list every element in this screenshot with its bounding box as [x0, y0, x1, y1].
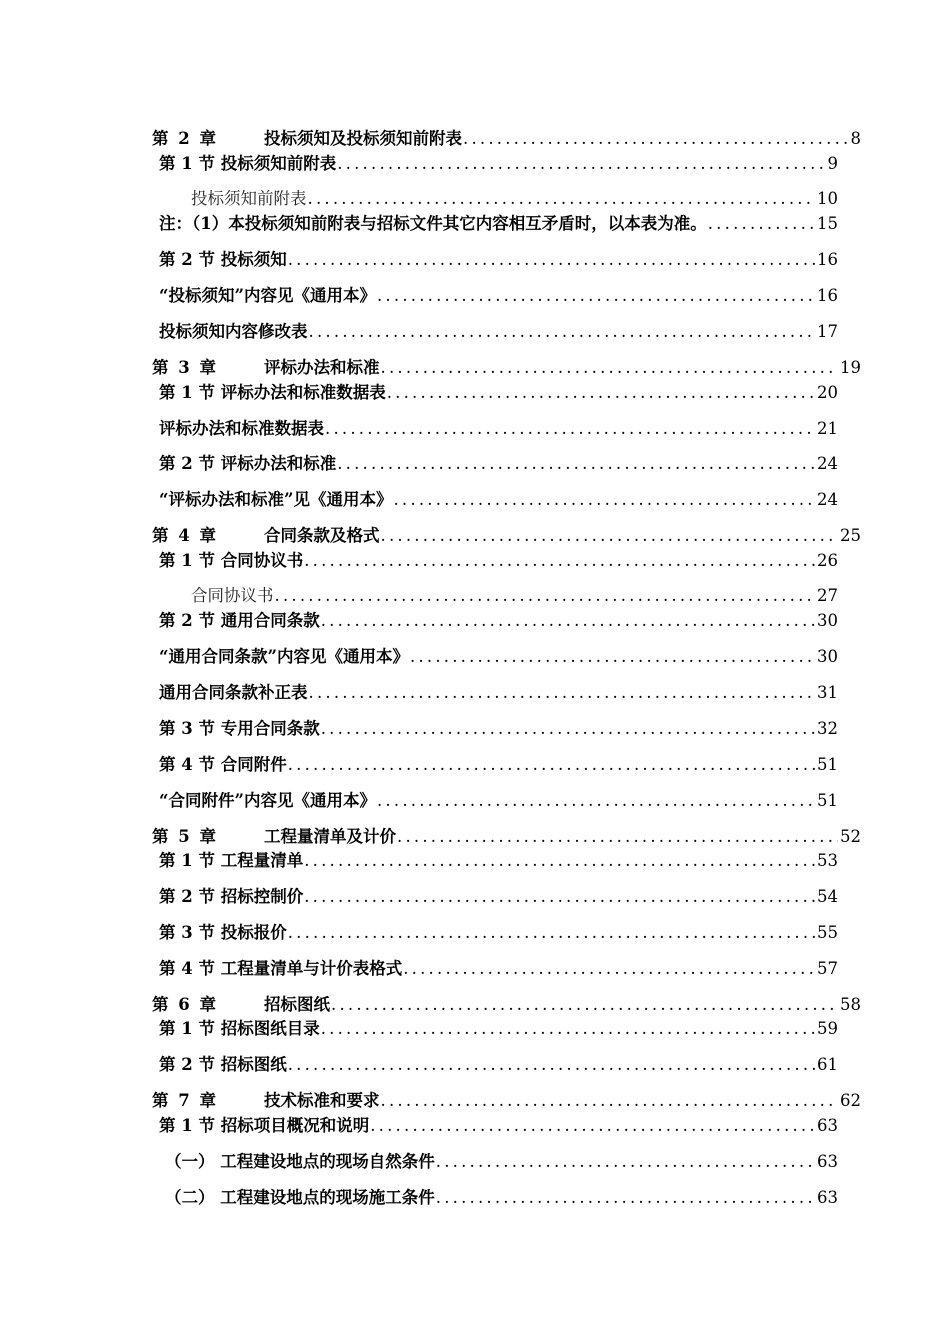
chapter-title: 工程量清单及计价 — [264, 827, 396, 846]
toc-chapter-entry — [152, 826, 861, 848]
toc-entry-title: 第 2 节 评标办法和标准 — [159, 454, 337, 473]
toc-entry-title — [152, 128, 462, 150]
toc-page-number: 53 — [817, 851, 838, 870]
toc-page-number: 30 — [817, 647, 838, 666]
toc-page-number: 25 — [840, 526, 861, 545]
toc-page-number: 51 — [817, 791, 838, 810]
dot-leader — [303, 850, 815, 872]
dot-leader — [336, 153, 825, 175]
toc-chapter-entry — [152, 994, 861, 1016]
chapter-label: 第 3 章 — [152, 358, 218, 377]
toc-page-number: 21 — [817, 419, 838, 438]
toc-entry — [191, 585, 838, 607]
toc-page-number: 30 — [817, 611, 838, 630]
dot-leader — [380, 1090, 839, 1112]
toc-entry-title: 投标须知内容修改表 — [159, 322, 308, 341]
toc-entry — [159, 958, 838, 980]
dot-leader — [307, 188, 816, 210]
toc-entry-title: 第 4 节 合同附件 — [159, 755, 287, 774]
toc-entry — [159, 922, 838, 944]
toc-entry-title — [152, 357, 380, 379]
dot-leader — [376, 790, 815, 812]
toc-page-number: 54 — [817, 887, 838, 906]
toc-page-number: 32 — [817, 719, 838, 738]
dot-leader — [330, 994, 838, 1016]
chapter-title: 技术标准和要求 — [264, 1091, 380, 1110]
toc-entry — [159, 886, 838, 908]
toc-entry — [159, 1018, 838, 1040]
toc-entry-title: “投标须知”内容见《通用本》 — [159, 286, 376, 305]
toc-entry-title: 第 2 节 通用合同条款 — [159, 611, 320, 630]
toc-page-number: 31 — [817, 683, 838, 702]
toc-page-number: 27 — [817, 586, 838, 605]
toc-entry-title: 第 2 节 投标须知 — [159, 250, 287, 269]
toc-page-number: 57 — [817, 959, 838, 978]
toc-entry — [159, 1115, 838, 1137]
chapter-label: 第 4 章 — [152, 526, 218, 545]
dot-leader — [435, 1151, 815, 1173]
toc-page-number: 24 — [817, 490, 838, 509]
toc-entry-title: 第 1 节 评标办法和标准数据表 — [159, 383, 386, 402]
toc-entry — [159, 1054, 838, 1076]
toc-entry-title — [152, 525, 380, 547]
dot-leader — [462, 128, 849, 150]
toc-page-number: 8 — [850, 129, 861, 148]
toc-entry-title: “评标办法和标准”见《通用本》 — [159, 490, 393, 509]
toc-entry-title — [152, 1090, 380, 1112]
chapter-label: 第 6 章 — [152, 995, 218, 1014]
toc-entry — [159, 382, 838, 404]
toc-page-number: 15 — [817, 214, 838, 233]
dot-leader — [396, 826, 838, 848]
toc-entry — [159, 646, 838, 668]
toc-page-number: 20 — [817, 383, 838, 402]
toc-page-number: 9 — [827, 154, 838, 173]
toc-entry-title: （二） 工程建设地点的现场施工条件 — [165, 1188, 435, 1207]
chapter-label: 第 7 章 — [152, 1091, 218, 1110]
toc-page-number: 16 — [817, 250, 838, 269]
dot-leader — [380, 357, 839, 379]
toc-entry-title: 评标办法和标准数据表 — [159, 419, 324, 438]
toc-entry-title: 第 4 节 工程量清单与计价表格式 — [159, 959, 403, 978]
toc-chapter-entry — [152, 357, 861, 379]
toc-entry-title: 第 2 节 招标图纸 — [159, 1055, 287, 1074]
dot-leader — [303, 886, 815, 908]
toc-page-number: 24 — [817, 454, 838, 473]
dot-leader — [308, 321, 816, 343]
toc-entry-title: 第 2 节 招标控制价 — [159, 887, 304, 906]
chapter-label: 第 2 章 — [152, 129, 218, 148]
dot-leader — [320, 610, 815, 632]
toc-page-number: 19 — [840, 358, 861, 377]
toc-entry — [159, 153, 838, 175]
dot-leader — [320, 1018, 815, 1040]
toc-entry — [159, 790, 838, 812]
toc-entry — [159, 610, 838, 632]
toc-page-number: 62 — [840, 1091, 861, 1110]
dot-leader — [336, 453, 815, 475]
toc-entry — [159, 489, 838, 511]
toc-chapter-entry — [152, 1090, 861, 1112]
dot-leader — [287, 249, 815, 271]
toc-entry-title: “合同附件”内容见《通用本》 — [159, 791, 376, 810]
dot-leader — [402, 958, 815, 980]
toc-page-number: 52 — [840, 827, 861, 846]
dot-leader — [435, 1187, 815, 1209]
toc-entry — [159, 213, 838, 235]
toc-entry — [165, 1151, 838, 1173]
dot-leader — [409, 646, 815, 668]
toc-entry-title: 第 1 节 投标须知前附表 — [159, 154, 337, 173]
toc-page-number: 63 — [817, 1152, 838, 1171]
chapter-title: 招标图纸 — [264, 995, 330, 1014]
dot-leader — [369, 1115, 815, 1137]
toc-chapter-entry — [152, 525, 861, 547]
dot-leader — [392, 489, 815, 511]
dot-leader — [386, 382, 815, 404]
toc-page-number: 63 — [817, 1188, 838, 1207]
toc-page-number: 10 — [817, 189, 838, 208]
chapter-label: 第 5 章 — [152, 827, 218, 846]
dot-leader — [274, 585, 816, 607]
toc-entry — [159, 550, 838, 572]
dot-leader — [287, 1054, 815, 1076]
toc-entry — [159, 321, 838, 343]
toc-entry-title: 通用合同条款补正表 — [159, 683, 308, 702]
toc-entry — [165, 1187, 838, 1209]
dot-leader — [303, 550, 815, 572]
toc-entry-title — [152, 994, 330, 1016]
toc-entry — [191, 188, 838, 210]
dot-leader — [707, 213, 815, 235]
toc-entry-title: 第 3 节 投标报价 — [159, 923, 287, 942]
dot-leader — [376, 285, 815, 307]
toc-entry — [159, 418, 838, 440]
dot-leader — [287, 922, 815, 944]
dot-leader — [380, 525, 839, 547]
toc-page-number: 51 — [817, 755, 838, 774]
toc-entry-title: 第 1 节 合同协议书 — [159, 551, 304, 570]
dot-leader — [324, 418, 815, 440]
toc-page-number: 63 — [817, 1116, 838, 1135]
toc-entry-title: 注：（1）本投标须知前附表与招标文件其它内容相互矛盾时，以本表为准。 — [159, 214, 707, 233]
toc-entry-title: “通用合同条款”内容见《通用本》 — [159, 647, 409, 666]
toc-entry-title: 第 3 节 专用合同条款 — [159, 719, 320, 738]
chapter-title: 投标须知及投标须知前附表 — [264, 129, 462, 148]
toc-entry-title: 第 1 节 工程量清单 — [159, 851, 304, 870]
toc-entry — [159, 754, 838, 776]
toc-entry — [159, 249, 838, 271]
toc-entry-title: 投标须知前附表 — [191, 189, 307, 208]
toc-entry — [159, 285, 838, 307]
chapter-title: 合同条款及格式 — [264, 526, 380, 545]
dot-leader — [308, 682, 816, 704]
toc-entry-title — [152, 826, 396, 848]
toc-entry — [159, 682, 838, 704]
dot-leader — [287, 754, 815, 776]
toc-entry — [159, 718, 838, 740]
toc-entry-title: 第 1 节 招标图纸目录 — [159, 1019, 320, 1038]
toc-page-number: 58 — [840, 995, 861, 1014]
toc-page-number: 61 — [817, 1055, 838, 1074]
chapter-title: 评标办法和标准 — [264, 358, 380, 377]
toc-entry — [159, 850, 838, 872]
toc-entry-title: 第 1 节 招标项目概况和说明 — [159, 1116, 370, 1135]
toc-entry-title: 合同协议书 — [191, 586, 274, 605]
toc-entry-title: （一） 工程建设地点的现场自然条件 — [165, 1152, 435, 1171]
toc-page-number: 17 — [817, 322, 838, 341]
toc-chapter-entry — [152, 128, 861, 150]
dot-leader — [320, 718, 815, 740]
toc-page-number: 26 — [817, 551, 838, 570]
toc-page-number: 59 — [817, 1019, 838, 1038]
toc-page-number: 16 — [817, 286, 838, 305]
toc-page-number: 55 — [817, 923, 838, 942]
toc-entry — [159, 453, 838, 475]
